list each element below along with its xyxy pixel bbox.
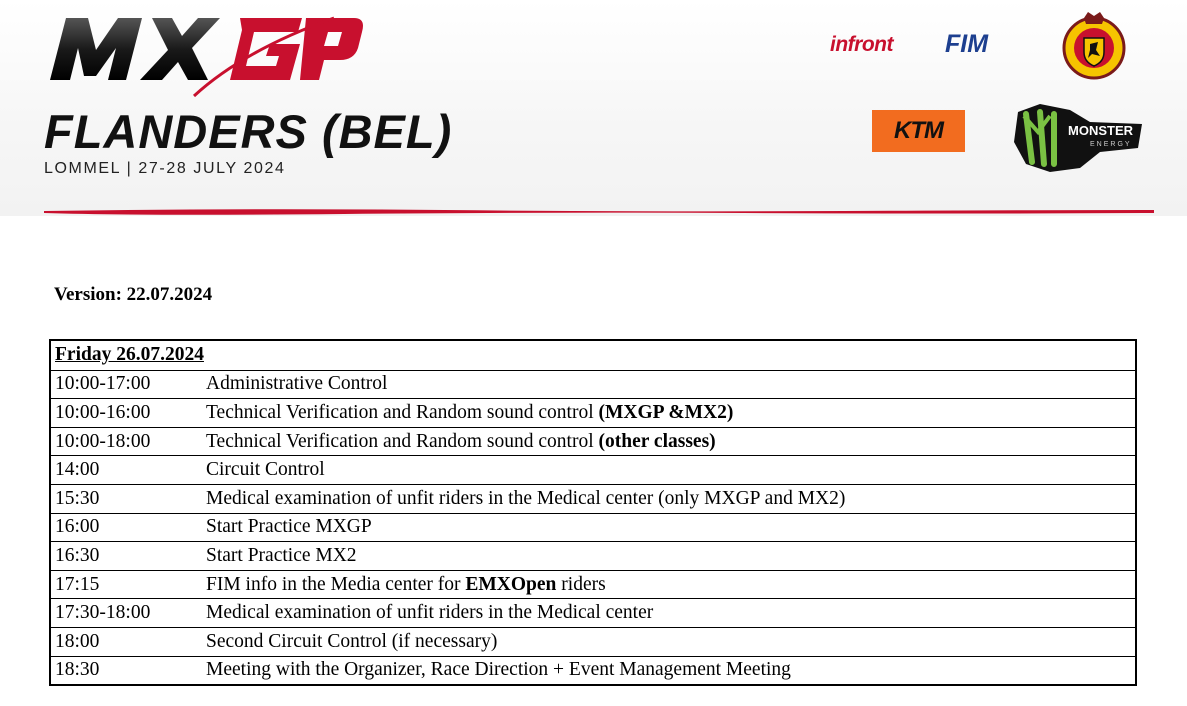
table-row: [51, 455, 1135, 484]
activity-emphasis: (MXGP &MX2): [598, 401, 734, 423]
table-row: [51, 627, 1135, 656]
schedule-table: [49, 339, 1137, 686]
row-time: 14:00: [55, 459, 100, 481]
activity-text: Circuit Control: [206, 459, 325, 481]
row-activity: [206, 373, 387, 395]
activity-text: Medical examination of unfit riders in the Medical center: [206, 602, 654, 624]
table-row: [51, 598, 1135, 627]
row-time: 17:15: [55, 573, 100, 595]
version-label: Version: 22.07.2024: [54, 284, 213, 305]
table-row: [51, 541, 1135, 570]
monster-wordmark: MONSTER: [1068, 123, 1133, 138]
table-row: [51, 484, 1135, 513]
row-activity: [206, 602, 653, 624]
activity-text: Second Circuit Control (if necessary): [206, 630, 498, 652]
activity-text: Start Practice MXGP: [206, 516, 372, 538]
activity-text: Technical Verification and Random sound control: [206, 401, 599, 423]
activity-text: Medical examination of unfit riders in the Medical center (only MXGP and MX2): [206, 487, 846, 509]
row-time: 16:30: [55, 544, 100, 566]
activity-text: Administrative Control: [206, 373, 388, 395]
event-subtitle: LOMMEL | 27-28 JULY 2024: [44, 160, 286, 177]
row-time: 10:00-16:00: [55, 401, 151, 423]
ktm-logo: KTM: [872, 110, 965, 152]
row-activity: [206, 631, 497, 653]
mxgp-logo: [44, 10, 364, 100]
activity-emphasis: (other classes): [598, 430, 716, 452]
table-row: [51, 513, 1135, 542]
row-activity: [206, 431, 716, 453]
table-row: [51, 656, 1135, 685]
row-time: 17:30-18:00: [55, 602, 151, 624]
activity-emphasis: EMXOpen: [465, 573, 557, 595]
row-time: 10:00-18:00: [55, 430, 151, 452]
row-time: 10:00-17:00: [55, 373, 151, 395]
row-time: 18:00: [55, 630, 100, 652]
activity-text: Technical Verification and Random sound control: [206, 430, 599, 452]
row-activity: [206, 459, 325, 481]
table-row: [51, 370, 1135, 399]
row-time: 15:30: [55, 487, 100, 509]
infront-logo: infront: [830, 33, 893, 56]
table-row: [51, 570, 1135, 599]
table-row: [51, 427, 1135, 456]
header-banner: [0, 0, 1187, 216]
row-activity: [206, 402, 733, 424]
day-header: Friday 26.07.2024: [55, 344, 204, 366]
row-activity: [206, 488, 845, 510]
fim-logo: FIM: [945, 30, 989, 58]
monster-energy-logo: [1010, 102, 1142, 174]
row-activity: [206, 574, 606, 596]
table-row: [51, 398, 1135, 427]
row-time: 16:00: [55, 516, 100, 538]
activity-text-after: riders: [556, 573, 606, 595]
activity-text: Meeting with the Organizer, Race Direction + Event Management Meeting: [206, 659, 791, 681]
row-activity: [206, 659, 791, 681]
energy-wordmark: ENERGY: [1090, 141, 1132, 148]
club-crest-logo: [1062, 12, 1126, 80]
activity-text: FIM info in the Media center for: [206, 573, 466, 595]
row-activity: [206, 516, 372, 538]
activity-text: Start Practice MX2: [206, 544, 357, 566]
event-title: FLANDERS (BEL): [44, 105, 453, 158]
row-activity: [206, 545, 357, 567]
red-brush-stripe: [44, 206, 1154, 216]
row-time: 18:30: [55, 659, 100, 681]
